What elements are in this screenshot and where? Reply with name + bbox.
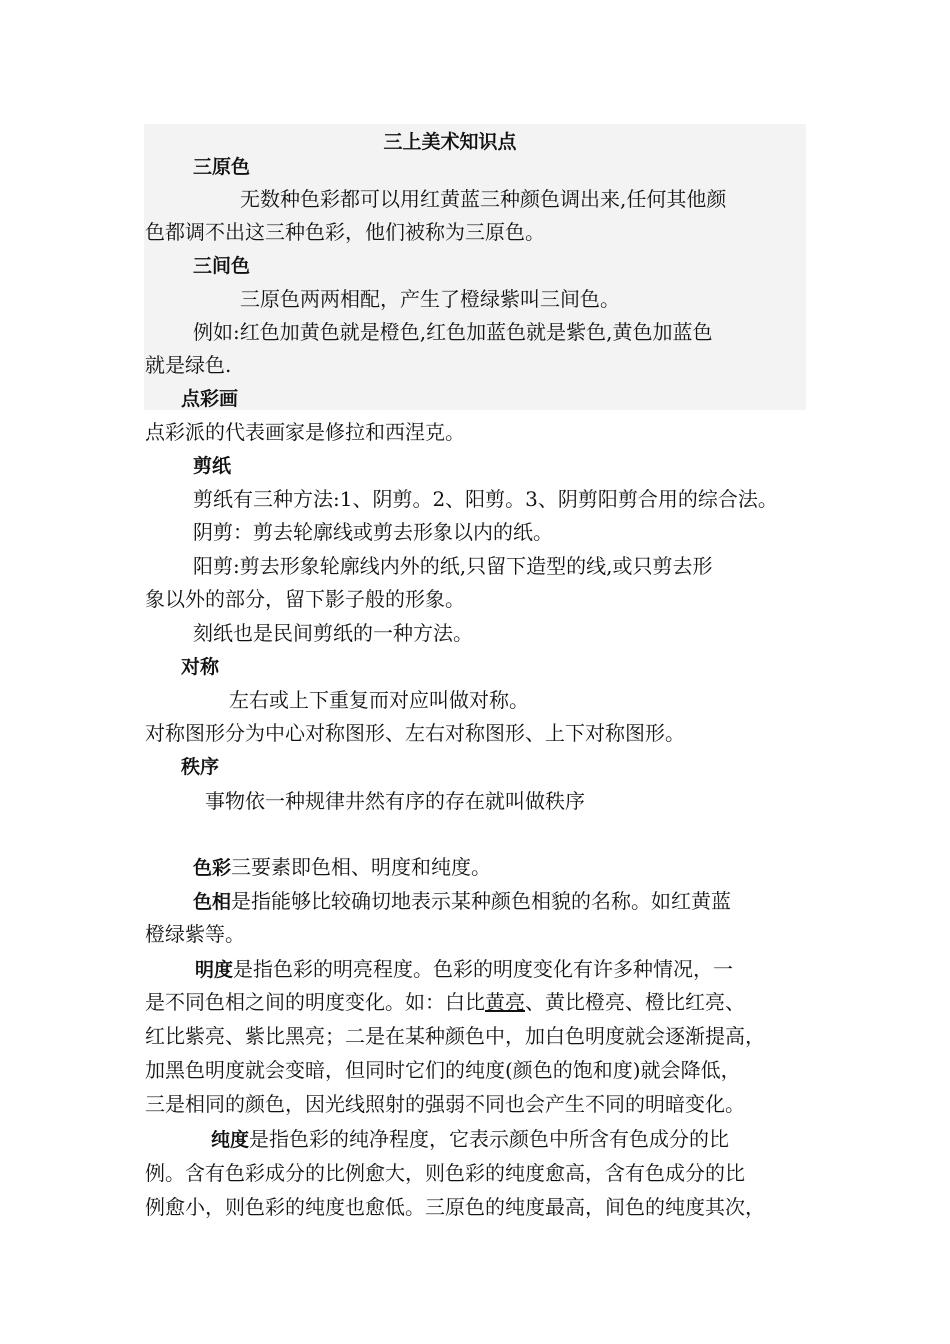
value-underlined-text: 黄亮 xyxy=(485,990,525,1014)
color-intro-term: 色彩 xyxy=(193,857,232,879)
symmetry-paragraph-1: 左右或上下重复而对应叫做对称。 xyxy=(229,688,529,712)
value-line-3: 红比紫亮、紫比黑亮；二是在某种颜色中，加白色明度就会逐渐提高， xyxy=(145,1024,765,1048)
heading-papercut: 剪纸 xyxy=(193,455,232,477)
heading-pointillism: 点彩画 xyxy=(181,388,239,410)
papercut-paragraph-1: 剪纸有三种方法:1、阴剪。2、阳剪。3、阴剪阳剪合用的综合法。 xyxy=(193,487,778,511)
hue-line-2: 橙绿紫等。 xyxy=(145,922,245,946)
pointillism-paragraph: 点彩派的代表画家是修拉和西涅克。 xyxy=(145,420,465,444)
secondary-example-line-2: 就是绿色. xyxy=(145,353,232,377)
value-line-1 xyxy=(195,955,733,983)
primary-paragraph-line-2: 色都调不出这三种色彩，他们被称为三原色。 xyxy=(145,220,545,244)
heading-primary-colors: 三原色 xyxy=(193,156,251,178)
value-term: 明度 xyxy=(195,959,234,981)
symmetry-paragraph-2: 对称图形分为中心对称图形、左右对称图形、上下对称图形。 xyxy=(145,721,685,745)
color-intro-text: 三要素即色相、明度和纯度。 xyxy=(231,855,492,879)
papercut-paragraph-3-line-2: 象以外的部分，留下影子般的形象。 xyxy=(145,587,465,611)
value-text-2b: 、黄比橙亮、橙比红亮、 xyxy=(525,990,745,1014)
primary-paragraph-line-1: 无数种色彩都可以用红黄蓝三种颜色调出来,任何其他颜 xyxy=(240,187,727,211)
papercut-paragraph-4: 刻纸也是民间剪纸的一种方法。 xyxy=(193,621,473,645)
value-line-2 xyxy=(145,988,745,1016)
value-line-4: 加黑色明度就会变暗，但同时它们的纯度(颜色的饱和度)就会降低， xyxy=(145,1058,741,1082)
value-text-1: 是指色彩的明亮程度。色彩的明度变化有许多种情况，一 xyxy=(233,957,734,981)
chroma-line-2: 例。含有色彩成分的比例愈大，则色彩的纯度愈高，含有色成分的比 xyxy=(145,1161,745,1185)
secondary-example-line-1: 例如:红色加黄色就是橙色,红色加蓝色就是紫色,黄色加蓝色 xyxy=(193,320,713,344)
hue-text-1: 是指能够比较确切地表示某种颜色相貌的名称。如红黄蓝 xyxy=(231,889,732,913)
chroma-line-3: 例愈小，则色彩的纯度也愈低。三原色的纯度最高，间色的纯度其次， xyxy=(145,1195,765,1219)
papercut-paragraph-2: 阴剪：剪去轮廓线或剪去形象以内的纸。 xyxy=(193,520,553,544)
page-title: 三上美术知识点 xyxy=(383,131,517,153)
heading-symmetry: 对称 xyxy=(181,656,220,678)
chroma-line-1 xyxy=(211,1125,729,1153)
hue-term: 色相 xyxy=(193,891,232,913)
heading-order: 秩序 xyxy=(181,756,220,778)
color-intro xyxy=(193,853,491,881)
chroma-term: 纯度 xyxy=(211,1129,250,1151)
hue-line-1 xyxy=(193,887,731,915)
secondary-paragraph-1: 三原色两两相配，产生了橙绿紫叫三间色。 xyxy=(240,287,620,311)
order-paragraph: 事物依一种规律井然有序的存在就叫做秩序 xyxy=(205,789,585,813)
papercut-paragraph-3-line-1: 阳剪:剪去形象轮廓线内外的纸,只留下造型的线,或只剪去形 xyxy=(193,554,713,578)
chroma-text-1: 是指色彩的纯净程度，它表示颜色中所含有色成分的比 xyxy=(249,1127,730,1151)
heading-secondary-colors: 三间色 xyxy=(193,255,251,277)
value-text-2a: 是不同色相之间的明度变化。如：白比 xyxy=(145,990,485,1014)
value-line-5: 三是相同的颜色，因光线照射的强弱不同也会产生不同的明暗变化。 xyxy=(145,1092,745,1116)
